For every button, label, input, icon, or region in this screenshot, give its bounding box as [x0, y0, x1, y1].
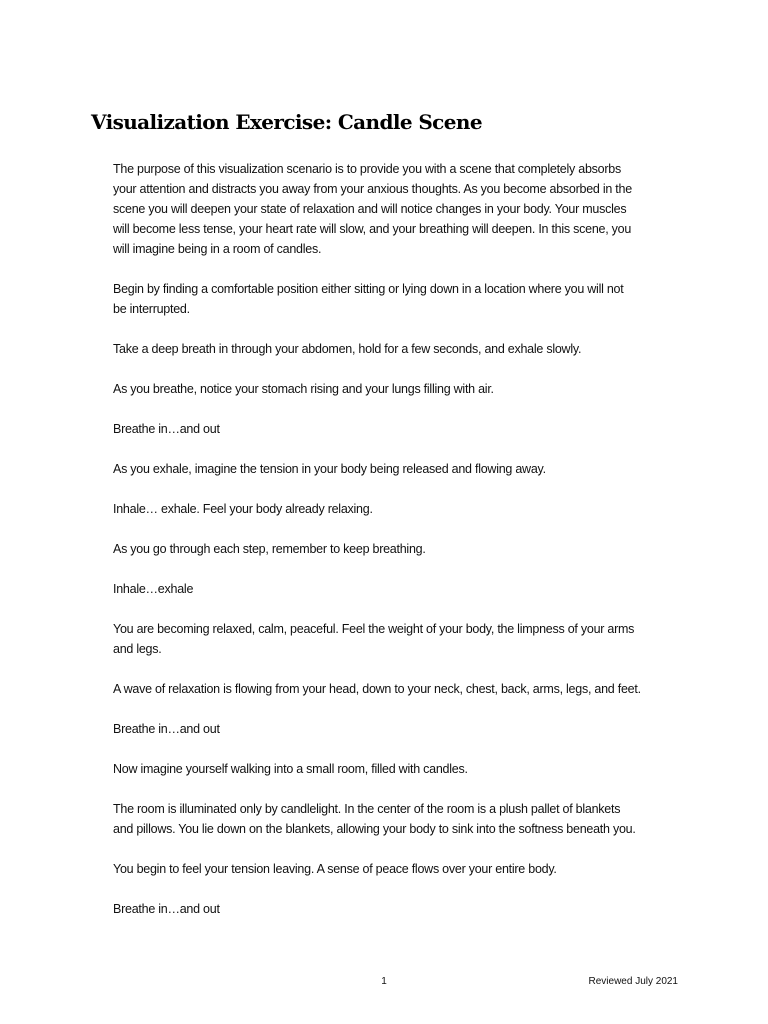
paragraph-wave-of-relaxation: A wave of relaxation is flowing from your head, down to your neck, chest, back, arms, legs, and feet. [113, 682, 641, 696]
paragraph-inhale-exhale: Inhale…exhale [113, 582, 194, 596]
paragraph-candlelight: The room is illuminated only by candlelight. In the center of the room is a plush pallet of blankets and pillows. You lie down on the blankets, allowing your body to sink into the softness beneath you. [113, 802, 636, 836]
paragraph-breathe-2: Breathe in…and out [113, 722, 220, 736]
paragraph-small-room: Now imagine yourself walking into a small room, filled with candles. [113, 762, 468, 776]
paragraph-stomach-rising: As you breathe, notice your stomach rising and your lungs filling with air. [113, 382, 494, 396]
paragraph-relaxed-calm: You are becoming relaxed, calm, peaceful. Feel the weight of your body, the limpness of your arms and legs. [113, 622, 635, 656]
paragraph-breathe-3: Breathe in…and out [113, 902, 220, 916]
page-number: 1 [381, 976, 387, 987]
document-title: Visualization Exercise: Candle Scene [91, 110, 482, 134]
reviewed-date: Reviewed July 2021 [588, 976, 678, 987]
document-body [113, 159, 678, 939]
paragraph-exhale-tension: As you exhale, imagine the tension in your body being released and flowing away. [113, 462, 546, 476]
paragraph-inhale-exhale-relaxing: Inhale… exhale. Feel your body already relaxing. [113, 502, 373, 516]
paragraph-purpose: The purpose of this visualization scenario is to provide you with a scene that completely absorbs your attention and distracts you away from your anxious thoughts. As you become absorbed in the scene you will deepen your state of relaxation and will notice changes in your body. Your muscles will become less tense, your heart rate will slow, and your breathing will deepen. In this scene, you will imagine being in a room of candles. [113, 162, 632, 256]
paragraph-position: Begin by finding a comfortable position either sitting or lying down in a location where you will not be interrupted. [113, 282, 624, 316]
paragraph-breathe-1: Breathe in…and out [113, 422, 220, 436]
paragraph-tension-leaving: You begin to feel your tension leaving. A sense of peace flows over your entire body. [113, 862, 557, 876]
paragraph-deep-breath: Take a deep breath in through your abdomen, hold for a few seconds, and exhale slowly. [113, 342, 582, 356]
paragraph-keep-breathing: As you go through each step, remember to keep breathing. [113, 542, 426, 556]
